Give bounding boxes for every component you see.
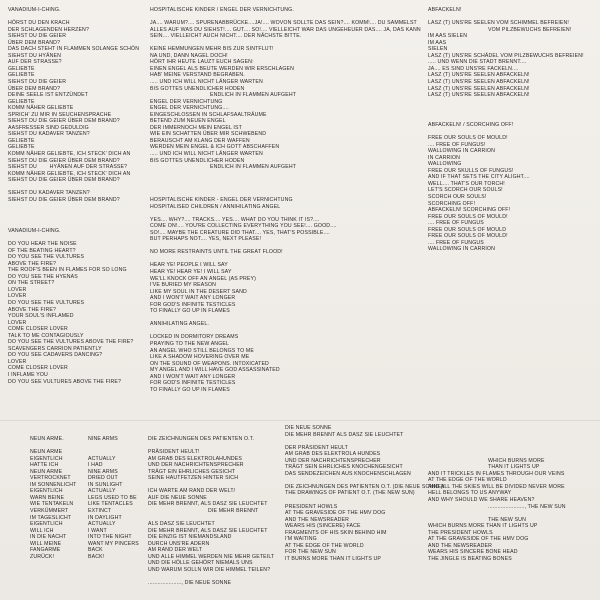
lyric-line: HEAR YE! HEAR YE! I WILL SAY: [150, 269, 232, 276]
lyric-line: HEAR YE! PEOPLE I WILL SAY: [150, 262, 228, 269]
lyric-line: WHICH BURNS MORE THAN IT LIGHTS UP: [428, 523, 538, 530]
lyric-line: UND DER NACHRICHTENSPRECHER: [148, 462, 244, 469]
lyric-line: MY ANGEL AND I WILL HAVE GOD ASSASSINATED: [150, 367, 280, 374]
lyric-line: ABFACKELN! SCORCHING OFF!: [428, 207, 511, 214]
lyric-line: LIKE MY SOUL IN THE DESERT SAND: [150, 288, 247, 295]
lyric-line: IN SUNLIGHT: [88, 481, 123, 488]
lyric-line: DER SCHLAGENDEN HERZEN?: [8, 26, 89, 33]
lyric-line: THE NEW SUN: [488, 516, 526, 523]
lyric-line: SIEHST DU KADAVER TANZEN?: [8, 131, 90, 138]
section-divider: [0, 420, 600, 421]
lyric-line: HATTE ICH: [30, 462, 59, 469]
bottom-col4: [428, 425, 598, 562]
lyric-line: HAB' MEINE VERSTAND BEGRABEN.: [150, 72, 245, 79]
lyric-line: TO FINALLY GO UP IN FLAMES: [150, 308, 230, 315]
lyric-line: BETEND ZUM NEUEN ENGEL: [150, 118, 226, 125]
lyric-line: SIEHST DU DIE GEIER ÜBER DEM BRAND?: [8, 157, 120, 164]
lyric-line: IN DAYLIGHT: [88, 514, 122, 521]
lyric-line: LOVER: [8, 293, 27, 300]
lyric-line: WE'LL KNOCK OFF AN ANGEL (AS PREY): [150, 275, 257, 282]
lyric-line: PRÄSIDENT HEULT!: [148, 449, 200, 456]
lyric-line: LASZ (T) UNS'RE SEELEN VOM SCHIMMEL BEFREIEN!: [428, 20, 570, 27]
lyric-line: AND IF THAT SETS THE CITY ALIGHT....: [428, 174, 530, 181]
lyric-line: WANT MY PINCERS: [88, 540, 139, 547]
lyric-line: DIE EINZIG IST NIEMANDSLAND: [148, 534, 232, 541]
lyric-line: ON THE SOUND OF WEAPONS. INTOXICATED: [150, 360, 269, 367]
lyric-line: ENDLICH IN FLAMMEN AUFGEHT: [210, 164, 297, 171]
lyric-line: ACTUALLY: [88, 455, 116, 462]
lyric-line: IM AAS: [428, 39, 447, 46]
lyric-line: GELIEBTE: [8, 137, 35, 144]
lyric-line: ABFACKELN! / SCORCHING OFF!: [428, 122, 514, 128]
lyric-line: INTO THE NIGHT: [88, 534, 132, 541]
lyric-line: IT BURNS MORE THAN IT LIGHTS UP: [285, 555, 382, 562]
lyric-line: SO!.... MAYBE THE CREATURE DID THAT.... YES, THAT'S POSSIBLE....: [150, 229, 330, 236]
lyric-line: COME CLOSER LOVER: [8, 326, 68, 333]
lyric-line: JA.... ES SIND UNS'RE FACKELN....: [428, 65, 519, 72]
lyric-line: NINE ARMS: [88, 436, 118, 442]
lyric-line: HOSPITALISCHE KINDER - ENGEL DER VERNICHTUNG: [150, 197, 293, 203]
top-col1-english: [8, 228, 148, 385]
lyric-line: TRÄGT EIN EHRLICHES GESICHT: [148, 468, 236, 475]
lyric-line: DIE MEHR BRENNT, ALS DASZ SIE LEUCHTET: [148, 527, 268, 534]
lyric-line: AT THE GRAVESIDE OF THE HMV DOG: [285, 510, 386, 517]
lyric-line: BUT PERHAPS NOT.... YES, NEXT PLEASE!: [150, 236, 262, 243]
lyric-line: WELL.... THAT'S OUR TORCH!: [428, 180, 505, 187]
lyric-line: ÜBER DEM BRAND?: [8, 85, 61, 92]
lyric-line: VANADIUM-I-CHING.: [8, 228, 61, 234]
lyric-line: UND WARUM SOLLN WIR DIE HIMMEL TEILEN?: [148, 566, 271, 573]
lyric-line: ZURÜCK!: [30, 553, 55, 560]
lyric-line: ABOVE THE FIRE?: [8, 306, 56, 313]
lyric-line: NO MORE RESTRAINTS UNTIL THE GREAT FLOOD!: [150, 249, 283, 256]
lyric-line: AND IT TRICKLES IN FLAMES THROUGH OUR VEINS: [428, 470, 565, 477]
lyric-line: BIS GOTTES UNENDLICHER HODEN: [150, 85, 245, 92]
top-col3-english: [428, 122, 593, 253]
lyric-line: ENGEL DER VERNICHTUNG: [150, 98, 223, 105]
lyric-line: HOSPITALISCHE KINDER / ENGEL DER VERNICHTUNG.: [150, 7, 294, 13]
lyric-line: FREE OUR SOULS OF MOULD!: [428, 213, 508, 220]
lyric-line: WIE EIN SCHATTEN ÜBER MIR SCHWEBEND: [150, 131, 267, 138]
lyric-line: ÜBER DEM BRAND?: [8, 39, 61, 46]
lyric-line: .... FREE OF FUNGUS: [428, 220, 484, 227]
lyric-line: THE ROOF'S BEEN IN FLAMES FOR SO LONG: [8, 267, 127, 274]
lyric-line: TALK TO ME CONTAGIOUSLY: [8, 332, 84, 339]
lyric-line: .... FREE OF FUNGUS: [428, 239, 484, 246]
lyric-line: SIEHST DU HYÄNEN AUF DER STRASSE?: [8, 164, 128, 171]
lyric-line: HÖRST DU DEN KRACH: [8, 20, 70, 27]
lyric-line: HÖRT IHR HEUTE LAUZT EUCH SAGEN:: [150, 59, 254, 66]
lyric-line: PRAYING TO THE NEW ANGEL: [150, 341, 230, 348]
lyric-line: HELL BELONGS TO US ANYWAY: [428, 490, 512, 497]
lyric-line: ON THE STREET?: [8, 280, 55, 287]
lyric-line: EINEN ENGEL ALS BEUTE WERDEN WIR ERSCHLAGEN: [150, 65, 295, 72]
lyric-line: LASZ (T) UNS'RE SEELEN ABFACKELN!: [428, 72, 530, 79]
lyric-line: AM RAND DER WELT: [148, 547, 203, 554]
lyric-line: THAN IT LIGHTS UP: [488, 464, 540, 471]
lyric-line: SPRICH' ZU MIR IN SEUCHENSPRACHE: [8, 111, 112, 118]
bottom-col1-english: [88, 436, 148, 560]
lyric-line: DIE NEUE SONNE: [285, 425, 332, 431]
lyric-line: AND WHY SHOULD WE SHARE HEAVEN?: [428, 497, 535, 504]
lyric-line: ..... UND WENN DIE STADT BRENNT....: [428, 59, 527, 66]
lyric-line: FREE OUR SOULS OF MOULD: [428, 226, 507, 233]
lyric-line: IM TAGESLICHT: [30, 514, 72, 521]
lyric-line: COME CLOSER LOVER: [8, 365, 68, 372]
lyric-line: .... FREE OF FUNGUS!: [428, 141, 486, 148]
lyric-line: DRIED OUT: [88, 475, 118, 482]
lyric-line: AT THE EDGE OF THE WORLD: [285, 542, 364, 549]
lyric-line: LIKE A SHADOW HOVERING OVER ME: [150, 354, 250, 361]
lyric-line: DO YOU SEE THE VULTURES: [8, 300, 85, 307]
lyric-line: YES.... WHY?.... TRACKS.... YES.... WHAT DO YOU THINK IT IS?....: [150, 216, 320, 223]
lyric-line: LIKE TENTACLES: [88, 501, 133, 508]
lyric-line: VERTROCKNET: [30, 475, 71, 482]
lyric-line: ALS DASZ SIE LEUCHTET: [148, 521, 215, 528]
lyric-line: WIE TENTAKELN: [30, 501, 74, 508]
lyric-line: UND DER NACHRICHTENSPRECHER: [285, 457, 381, 464]
lyric-line: UND DIE HÖLLE GEHÖRT NIEMALS UNS: [148, 560, 253, 567]
lyric-line: WALLOWING IN CARRION: [428, 148, 496, 155]
lyric-line: GELIEBTE: [8, 72, 35, 79]
lyric-line: SIEHST DU KADAVER TANZEN?: [8, 190, 90, 197]
lyric-line: ICH WARTE AM RAND DER WELT/: [148, 488, 236, 495]
lyric-line: BERAUSCHT AM KLANG DER WAFFEN: [150, 137, 250, 144]
lyric-line: ABFACKELN!: [428, 7, 462, 13]
lyric-line: BACK: [88, 547, 103, 554]
lyric-line: DO YOU SEE THE VULTURES ABOVE THE FIRE?: [8, 339, 134, 346]
lyric-line: FREE OUR SKULLS OF FUNGUS!: [428, 167, 514, 174]
lyric-line: EIGENTLICH: [30, 455, 63, 462]
lyric-line: TRÄGT SEIN EHRLICHES KNOCHENGESICHT: [285, 464, 403, 471]
top-col3-german: [428, 7, 593, 99]
lyric-line: SIEHST DU DIE GEIER ÜBER DEM BRAND?: [8, 196, 120, 203]
lyric-line: DIE MEHR BRENNT, ALS DASZ SIE LEUCHTET: [148, 501, 268, 508]
lyric-line: ALLES AUF WAS DU SIEHST!.... GUT.... SO!.... VIELLEICHT WAR DAS UNGEHEUER DAS.... JA, DAS KANN: [150, 26, 421, 33]
lyric-line: DIE ZEICHNUNGEN DES PATIENTEN O.T.: [148, 436, 255, 442]
lyric-line: GELIEBTE: [8, 65, 35, 72]
lyric-line: WALLOWING IN CARRION: [428, 246, 496, 253]
lyric-line: EIGENTLICH: [30, 521, 63, 528]
lyric-line: SIEHST DU DIE GEIER: [8, 79, 67, 86]
lyric-line: FRAGMENTS OF HIS SKIN BEHIND HIM: [285, 529, 387, 536]
lyric-line: SEINE HAUTFETZEN HINTER SICH: [148, 475, 239, 482]
lyric-line: ....................., DIE NEUE SONNE: [148, 580, 232, 587]
lyric-line: NA UND, DANN NAGEL DOCH!: [150, 52, 228, 59]
lyric-line: NEUN ARME: [30, 449, 63, 456]
lyric-line: ACTUALLY: [88, 488, 116, 495]
lyric-line: ENGEL DER VERNICHTUNG....: [150, 105, 229, 112]
lyric-line: EIGENTLICH: [30, 488, 63, 495]
lyric-line: SEIN.... VIELLEICHT AUCH NICHT.... DER NÄCHSTE BITTE.: [150, 33, 302, 40]
lyric-line: WERDEN MEIN ENGEL & ICH GOTT ABSCHAFFEN: [150, 144, 280, 151]
lyric-line: THE PRESIDENT HOWLS: [428, 529, 493, 536]
lyric-line: WILL ICH: [30, 527, 54, 534]
lyric-line: WARN BEINE: [30, 494, 65, 501]
lyric-line: DO YOU SEE CADAVERS DANCING?: [8, 352, 103, 359]
lyric-line: AUF DER STRASSE?: [8, 59, 62, 66]
lyric-line: LOCKED IN DORMITORY DREAMS: [150, 334, 239, 341]
lyric-line: AUF DIE NEUE SONNE: [148, 494, 207, 501]
lyric-line: IN CARRION: [428, 154, 461, 161]
lyric-line: ..... UND ICH WILL NICHT LÄNGER WARTEN: [150, 79, 263, 86]
lyric-line: KOMM NÄHER GELIEBTE, ICH STECK' DICH AN: [8, 170, 131, 177]
lyric-line: LASZ (T) UNS'RE SEELEN ABFACKELN!: [428, 79, 530, 86]
lyric-line: BIS GOTTES UNENDLICHER HODEN: [150, 157, 245, 164]
lyric-line: AT THE EDGE OF THE WORLD: [428, 477, 507, 484]
lyric-line: ACTUALLY: [88, 521, 116, 528]
lyric-line: KOMM NÄHER GELIEBTE, ICH STECK' DICH AN: [8, 151, 131, 158]
lyric-line: KOMM NÄHER GELIEBTE: [8, 105, 74, 112]
bottom-col1-german: [30, 436, 90, 560]
lyric-line: DIE MEHR BRENNT ALS DASZ SIE LEUCHTET: [285, 431, 404, 438]
lyric-line: FREE OUR SOULS OF MOULD!: [428, 135, 508, 142]
lyric-line: NEUN ARME: [30, 468, 63, 475]
lyric-line: LET'S SCORCH OUR SOULS!: [428, 187, 503, 194]
lyric-line: WEARS HIS SINCERE BONE HEAD: [428, 549, 518, 556]
lyric-line: LEGS USED TO BE: [88, 494, 137, 501]
bottom-col3: [285, 425, 445, 562]
lyric-line: SIELEN: [428, 46, 448, 53]
lyric-line: FOR THE NEW SUN: [285, 549, 336, 556]
lyric-line: DURCH UNS'RE ADERN: [148, 540, 210, 547]
lyric-line: SCORCHING OFF!: [428, 200, 476, 207]
lyric-line: SIEHST DU HYÄNEN: [8, 52, 62, 59]
lyric-line: EINGESCHLOSSEN IN SCHLAFSAALTRÄUME: [150, 111, 267, 118]
lyric-line: SCORCH OUR SOULS!: [428, 194, 487, 201]
lyric-line: VANADIUM-I-CHING.: [8, 7, 61, 13]
lyric-line: IM AAS SIELEN: [428, 33, 468, 40]
lyric-line: DIE ZEICHNUNGEN DES PATIENTEN O.T. (DIE NEUE SONNE)/: [285, 483, 445, 490]
lyric-line: SIEHST DU DIE GEIER: [8, 33, 67, 40]
lyric-line: ENDLICH IN FLAMMEN AUFGEHT: [210, 92, 297, 99]
lyric-line: AM GRAB DES ELEKTROLAHUNDES: [148, 455, 242, 462]
lyric-line: AND I WON'T WAIT ANY LONGER: [150, 373, 236, 380]
lyric-line: FOR GOD'S INFINITE TESTICLES: [150, 380, 236, 387]
lyric-line: PRESIDENT HOWLS: [285, 503, 338, 510]
lyric-line: HOSPITALISED CHILDREN / ANNIHILATING ANGEL: [150, 203, 281, 210]
lyric-line: UND ALLE HIMMEL WERDEN NIE MEHR GETEILT: [148, 553, 275, 560]
lyric-line: DO YOU SEE THE HYENAS: [8, 273, 78, 280]
lyric-line: WALLOWING: [428, 161, 462, 168]
lyric-line: LASZ (T) UNS'RE SEELEN ABFACKELN!: [428, 92, 530, 99]
lyric-line: BACK!: [88, 553, 105, 560]
lyric-line: WILL MEINE: [30, 540, 62, 547]
lyric-line: I WANT: [88, 527, 107, 534]
lyric-line: FANGARME: [30, 547, 61, 554]
lyric-line: AASFRESSER SIND GEDULDIG: [8, 124, 89, 131]
lyric-line: YOUR SOUL'S INFLAMED: [8, 313, 74, 320]
lyric-line: THE JINGLE IS BEATING BONES: [428, 555, 512, 562]
lyric-line: AND I WON'T WAIT ANY LONGER: [150, 295, 236, 302]
lyric-line: LOVER: [8, 319, 27, 326]
lyric-line: DEINE SEELE IST ENTZÜNDET: [8, 92, 89, 99]
lyric-line: ..... UND ICH WILL NICHT LÄNGER WARTEN: [150, 151, 263, 158]
lyric-line: I'VE BURIED MY REASON: [150, 282, 217, 289]
lyric-line: AND ALL THE SKIES WILL BE DIVIDED NEVER MORE: [428, 483, 565, 490]
lyric-line: LOVER: [8, 286, 27, 293]
lyric-line: LOVER: [8, 358, 27, 365]
lyric-line: NEUN ARME.: [30, 436, 64, 442]
lyric-line: THE DRAWINGS OF PATIENT O.T. (THE NEW SUN): [285, 490, 415, 497]
lyric-line: DO YOU HEAR THE NOISE: [8, 241, 77, 248]
lyric-line: DIE MEHR BRENNT: [208, 508, 259, 515]
lyric-line: GELIEBTE: [8, 98, 35, 105]
lyric-line: COME ON!.... YOU'RE COLLECTING EVERYTHING YOU SEE!.... GOOD....: [150, 223, 337, 230]
lyric-line: ......................., THE NEW SUN: [488, 503, 566, 510]
lyric-line: DAS DACH STEHT IN FLAMMEN SOLANGE SCHÖN: [8, 46, 140, 53]
lyric-line: OF THE BEATING HEART?: [8, 247, 76, 254]
lyric-line: WEARS HIS (SINCERE) FACE: [285, 523, 361, 530]
lyric-line: GELIEBTE: [8, 144, 35, 151]
lyric-line: DER IMMERNOCH MEIN ENGEL IST: [150, 124, 242, 131]
lyric-line: JA.... WARUM?.... SPURENABBRÜCKE....JA!.... WOVON SOLLTE DAS SEIN?.... KOMM!.... DU SAMMELST: [150, 20, 417, 27]
lyric-line: ABOVE THE FIRE?: [8, 260, 56, 267]
lyric-line: FREE OUR SOULS OF MOULD!: [428, 233, 508, 240]
lyric-line: AT THE GRAVESIDE OF THE HMV DOG: [428, 536, 529, 543]
bottom-col2: [148, 436, 288, 587]
lyric-line: I'M WAITING: [285, 536, 317, 543]
lyric-line: DO YOU SEE VULTURES ABOVE THE FIRE?: [8, 378, 122, 385]
lyric-line: KEINE HEMMUNGEN MEHR BIS ZUR SINTFLUT!: [150, 46, 274, 53]
lyric-line: VOM PILZBEWUCHS BEFREIEN!: [488, 26, 572, 33]
top-col2-english: [150, 197, 410, 393]
lyric-line: SCAVENGERS CARRION PATIENTLY: [8, 345, 102, 352]
lyric-line: I HAD: [88, 462, 103, 469]
lyric-line: FOR GOD'S INFINITE TESTICLES: [150, 301, 236, 308]
lyric-line: WHICH BURNS MORE: [488, 457, 545, 464]
top-col2-german: [150, 7, 421, 171]
top-col1-german: [8, 7, 148, 203]
lyric-line: VERKÜMMERT: [30, 508, 69, 515]
lyric-line: I INFLAME YOU: [8, 372, 48, 379]
lyric-line: EXTINCT: [88, 508, 112, 515]
lyric-line: IM SONNENLICHT: [30, 481, 77, 488]
lyric-line: TO FINALLY GO UP IN FLAMES: [150, 386, 230, 393]
lyric-line: AND THE NEWSREADER: [428, 542, 492, 549]
lyric-line: SIEHST DU DIE GEIER ÜBER DEM BRAND?: [8, 177, 120, 184]
lyric-line: ANNIHILATING ANGEL.: [150, 321, 209, 328]
lyric-line: SIEHST DU DIE GEIER ÜBER DEM BRAND?: [8, 118, 120, 125]
lyric-line: NINE ARMS: [88, 468, 118, 475]
lyric-line: LASZ (T) UNS'RE SCHÄDEL VOM PILZBEWUCHS BEFREIEN!: [428, 52, 584, 59]
lyric-line: DO YOU SEE THE VULTURES: [8, 254, 85, 261]
lyric-line: DER PRÄSIDENT HEULT: [285, 444, 348, 451]
lyric-line: AM GRAB DES ELEKTROLA HUNDES: [285, 451, 381, 458]
lyric-line: DAS SENDEZEICHEN AUS KNOCHENSCHLAGEN: [285, 470, 411, 477]
lyric-line: LASZ (T) UNS'RE SEELEN ABFACKELN!: [428, 85, 530, 92]
lyric-line: AN ANGEL WHO STILL BELONGS TO ME: [150, 347, 254, 354]
lyric-line: AND THE NEWSREADER: [285, 516, 349, 523]
lyric-line: IN DIE NACHT: [30, 534, 67, 541]
